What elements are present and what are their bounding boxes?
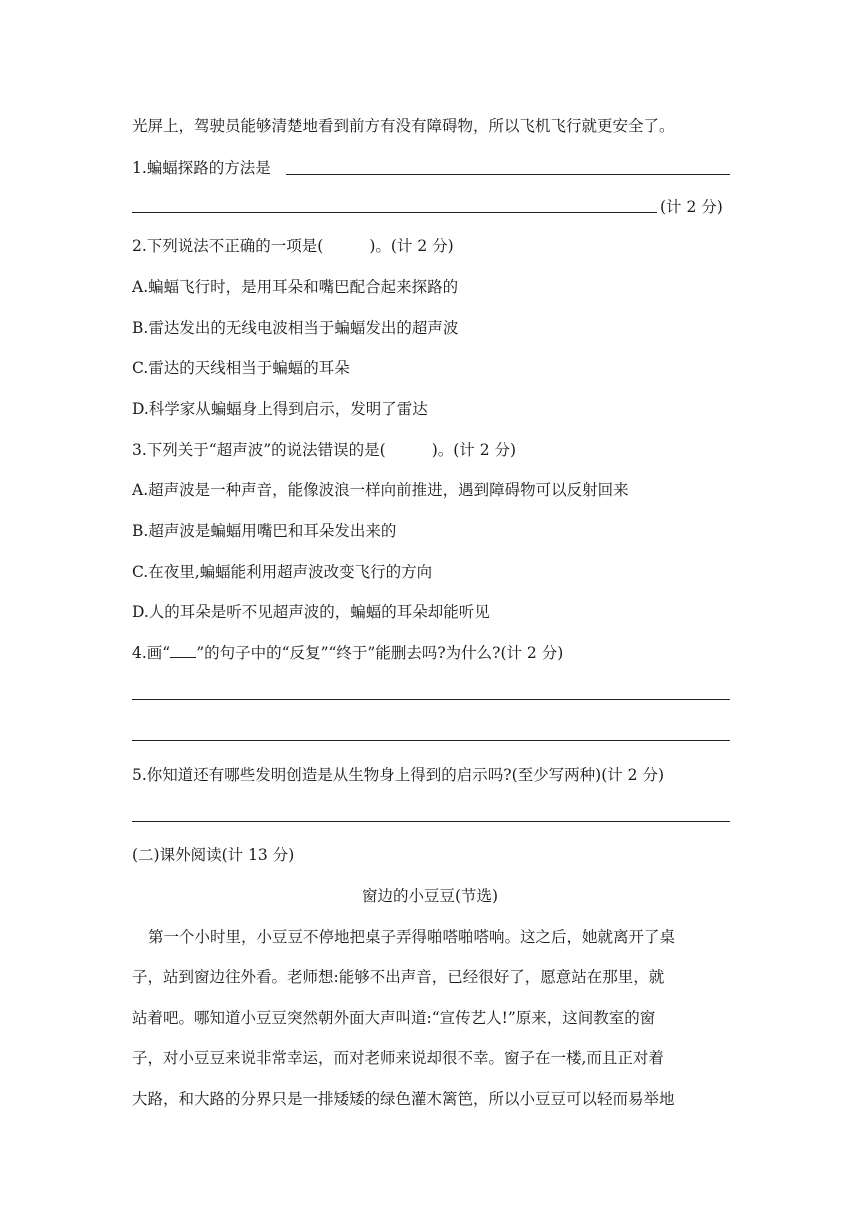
reading-paragraph-line-4: 子，对小豆豆来说非常幸运，而对老师来说却很不幸。窗子在一楼,而且正对着 [132, 1049, 664, 1067]
question-3-option-d: D.人的耳朵是听不见超声波的，蝙蝠的耳朵却能听见 [132, 603, 490, 621]
question-1-prompt: 1.蝙蝠探路的方法是 [132, 159, 271, 177]
answer-line-q4-b[interactable] [132, 740, 730, 741]
passage-tail-line: 光屏上，驾驶员能够清楚地看到前方有没有障碍物，所以飞机飞行就更安全了。 [132, 117, 675, 135]
underline-sample [170, 643, 196, 658]
reading-paragraph-line-1: 第一个小时里，小豆豆不停地把桌子弄得啪嗒啪嗒响。这之后，她就离开了桌 [148, 928, 676, 946]
question-5-prompt: 5.你知道还有哪些发明创造是从生物身上得到的启示吗?(至少写两种)(计 2 分) [132, 766, 665, 784]
question-4-prompt-end: ”的句子中的“反复”“终于”能删去吗?为什么?(计 2 分) [196, 644, 564, 662]
question-2-option-d: D.科学家从蝙蝠身上得到启示，发明了雷达 [132, 400, 428, 418]
question-3-option-a: A.超声波是一种声音，能像波浪一样向前推进，遇到障碍物可以反射回来 [132, 481, 629, 499]
answer-line-q1-b[interactable] [132, 212, 657, 213]
question-2-prompt-start: 2.下列说法不正确的一项是( [132, 237, 324, 255]
question-3-prompt [132, 440, 516, 460]
question-3-prompt-start: 3.下列关于“超声波”的说法错误的是( [132, 441, 386, 459]
question-2-option-a: A.蝙蝠飞行时，是用耳朵和嘴巴配合起来探路的 [132, 278, 459, 296]
question-2-option-b: B.雷达发出的无线电波相当于蝙蝠发出的超声波 [132, 319, 459, 337]
answer-line-q5[interactable] [132, 821, 730, 822]
answer-line-q4-a[interactable] [132, 699, 730, 700]
question-3-option-b: B.超声波是蝙蝠用嘴巴和耳朵发出来的 [132, 522, 397, 540]
question-4-prompt [132, 643, 563, 663]
question-1-points: (计 2 分) [660, 198, 723, 216]
reading-paragraph-line-3: 站着吧。哪知道小豆豆突然朝外面大声叫道:“宣传艺人!”原来，这间教室的窗 [132, 1009, 656, 1027]
reading-paragraph-line-2: 子，站到窗边往外看。老师想:能够不出声音，已经很好了，愿意站在那里，就 [132, 968, 665, 986]
question-3-prompt-end: )。(计 2 分) [431, 441, 517, 459]
section-heading: (二)课外阅读(计 13 分) [132, 846, 295, 864]
answer-line-q1-a[interactable] [286, 174, 730, 175]
question-2-prompt-end: )。(计 2 分) [369, 237, 454, 255]
question-2-prompt [132, 236, 454, 256]
reading-paragraph-line-5: 大路，和大路的分界只是一排矮矮的绿色灌木篱笆，所以小豆豆可以轻而易举地 [132, 1090, 675, 1108]
question-2-option-c: C.雷达的天线相当于蝙蝠的耳朵 [132, 359, 350, 377]
question-3-option-c: C.在夜里,蝙蝠能利用超声波改变飞行的方向 [132, 563, 433, 581]
question-4-prompt-start: 4.画“ [132, 644, 171, 662]
reading-title: 窗边的小豆豆(节选) [361, 887, 499, 905]
